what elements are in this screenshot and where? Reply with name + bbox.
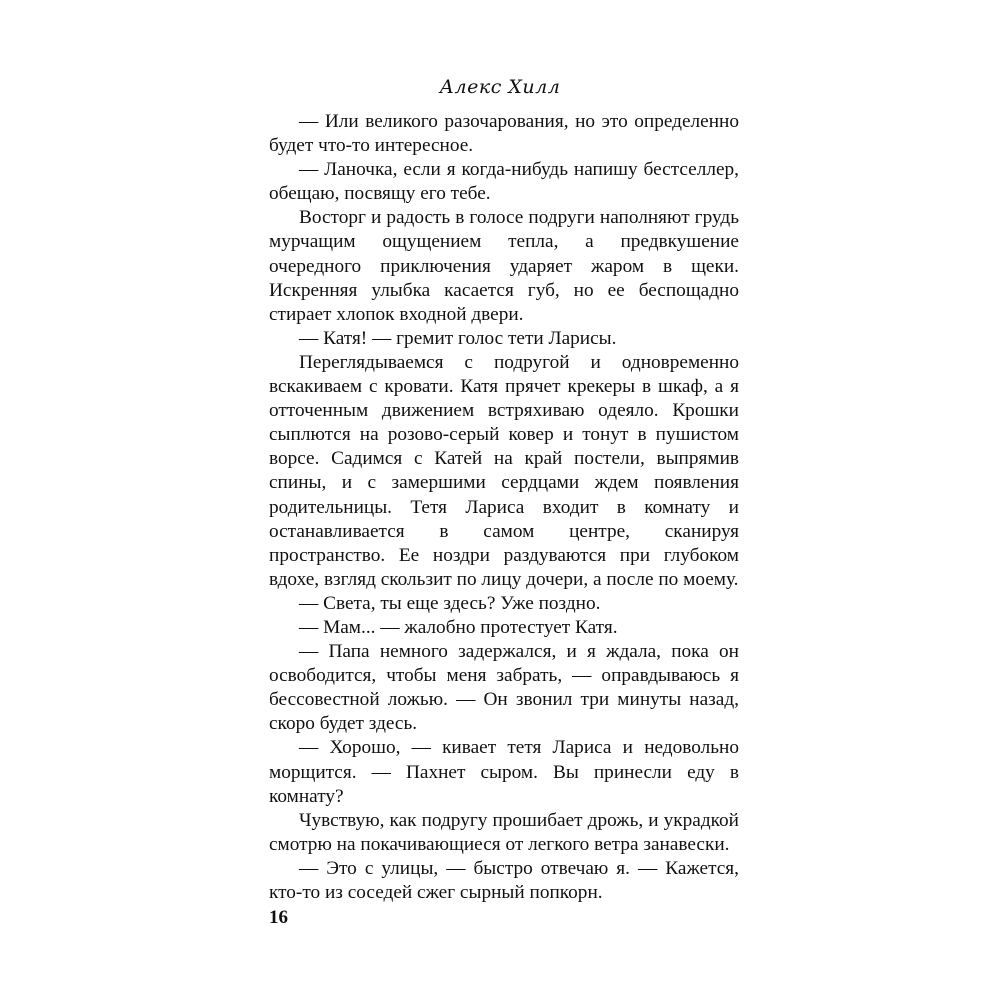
paragraph: — Ланочка, если я когда-нибудь напишу бестселлер, обещаю, посвящу его тебе.	[269, 159, 739, 205]
paragraph: Восторг и радость в голосе подруги наполняют грудь мурчащим ощущением тепла, а предвкушение очередного приключения ударяет жаром в щеки. Искренняя улыбка касается губ, но ее беспощадно стирает хлопок входной двери.	[269, 207, 739, 325]
body-text	[269, 110, 739, 905]
paragraph: — Мам... — жалобно протестует Катя.	[299, 616, 618, 638]
paragraph: Чувствую, как подругу прошибает дрожь, и украдкой смотрю на покачивающиеся от легкого ветра занавески.	[269, 809, 739, 855]
paragraph: — Это с улицы, — быстро отвечаю я. — Кажется, кто-то из соседей сжег сырный попкорн.	[269, 857, 739, 903]
paragraph: — Хорошо, — кивает тетя Лариса и недовольно морщится. — Пахнет сыром. Вы принесли еду в комнату?	[269, 737, 739, 807]
paragraph: — Света, ты еще здесь? Уже поздно.	[299, 592, 601, 614]
paragraph: Переглядываемся с подругой и одновременно вскакиваем с кровати. Катя прячет крекеры в шкаф, а я отточенным движением встряхиваю одеяло. Крошки сыплются на розово-серый ковер и тонут в пушистом ворсе. Садимся с Катей на край постели, выпрямив спины, и с замершими сердцами ждем появления родительницы. Тетя Лариса входит в комнату и останавливается в самом центре, сканируя пространство. Ее ноздри раздуваются при глубоком вдохе, взгляд скользит по лицу дочери, а после по моему.	[269, 351, 739, 590]
running-head-author: Алекс Хилл	[439, 76, 561, 98]
paragraph: — Или великого разочарования, но это определенно будет что-то интересное.	[269, 111, 739, 157]
paragraph: — Папа немного задержался, и я ждала, пока он освободится, чтобы меня забрать, — оправдываюсь я бессовестной ложью. — Он звонил три минуты назад, скоро будет здесь.	[269, 641, 739, 735]
page-number: 16	[269, 907, 288, 928]
paragraph: — Катя! — гремит голос тети Ларисы.	[299, 327, 617, 349]
